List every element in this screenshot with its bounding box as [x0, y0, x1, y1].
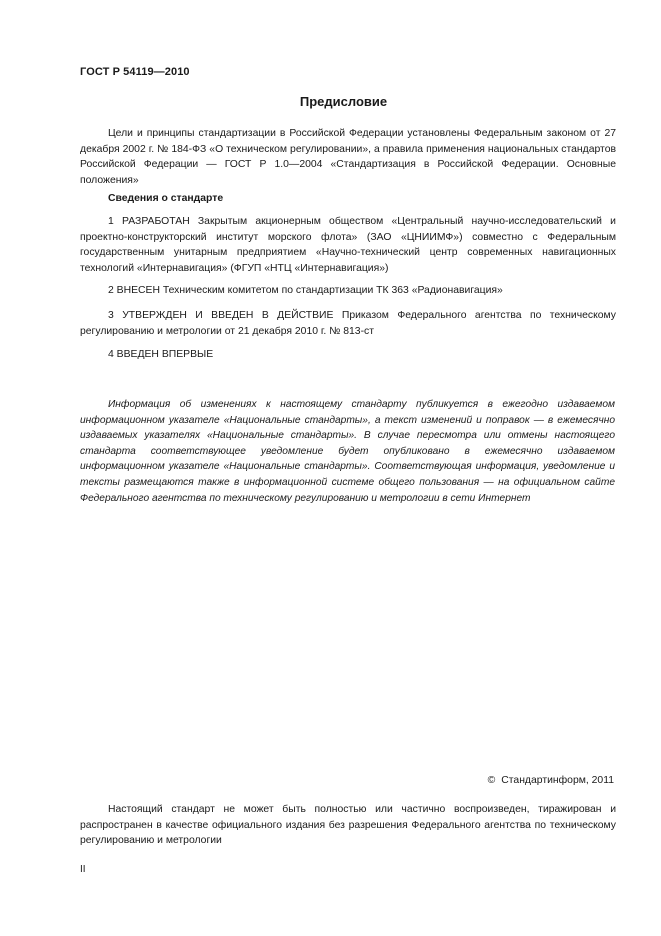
copyright-symbol: © [487, 775, 496, 786]
item-developed: 1 РАЗРАБОТАН Закрытым акционерным обществом «Центральный научно-исследовательский и проектно-конструкторский институт морского флота» (ЗАО «ЦНИИМФ») совместно с Федеральным государственным унитарным предприятием «Научно-технический центр современных навигационных технологий «Интернавигация» (ФГУП «НТЦ «Интернавигация») [80, 216, 616, 274]
item-submitted: 2 ВНЕСЕН Техническим комитетом по стандартизации ТК 363 «Радионавигация» [108, 285, 503, 296]
info-notice: Информация об изменениях к настоящему стандарту публикуется в ежегодно издаваемом информационном указателе «Национальные стандарты», а текст изменений и поправок — в ежемесячно издаваемых указателях «Национальные стандарты». В случае пересмотра или отмены настоящего стандарта соответствующее уведомление будет опубликовано в ежемесячно издаваемом информационном указателе «Национальные стандарты». Соответствующая информация, уведомление и тексты размещаются также в информационной системе общего пользования — на официальном сайте Федерального агентства по техническому регулированию и метрологии в сети Интернет [80, 399, 615, 504]
intro-paragraph: Цели и принципы стандартизации в Российской Федерации установлены Федеральным законом от 27 декабря 2002 г. № 184-ФЗ «О техническом регулировании», а правила применения национальных стандартов Российской Федерации — ГОСТ Р 1.0—2004 «Стандартизация в Российской Федерации. Основные положения» [80, 128, 616, 186]
copyright-line [488, 775, 614, 786]
copyright-text: Стандартинформ, 2011 [501, 775, 614, 786]
document-code: ГОСТ Р 54119—2010 [80, 66, 190, 78]
item-approved: 3 УТВЕРЖДЕН И ВВЕДЕН В ДЕЙСТВИЕ Приказом Федерального агентства по техническому регулированию и метрологии от 21 декабря 2010 г. № 813-ст [80, 310, 616, 337]
reproduction-note: Настоящий стандарт не может быть полностью или частично воспроизведен, тиражирован и распространен в качестве официального издания без разрешения Федерального агентства по техническому регулированию и метрологии [80, 804, 616, 846]
preface-title: Предисловие [299, 94, 388, 109]
item-introduced: 4 ВВЕДЕН ВПЕРВЫЕ [108, 349, 214, 360]
page-number: II [80, 864, 86, 875]
section-heading: Сведения о стандарте [108, 193, 224, 204]
